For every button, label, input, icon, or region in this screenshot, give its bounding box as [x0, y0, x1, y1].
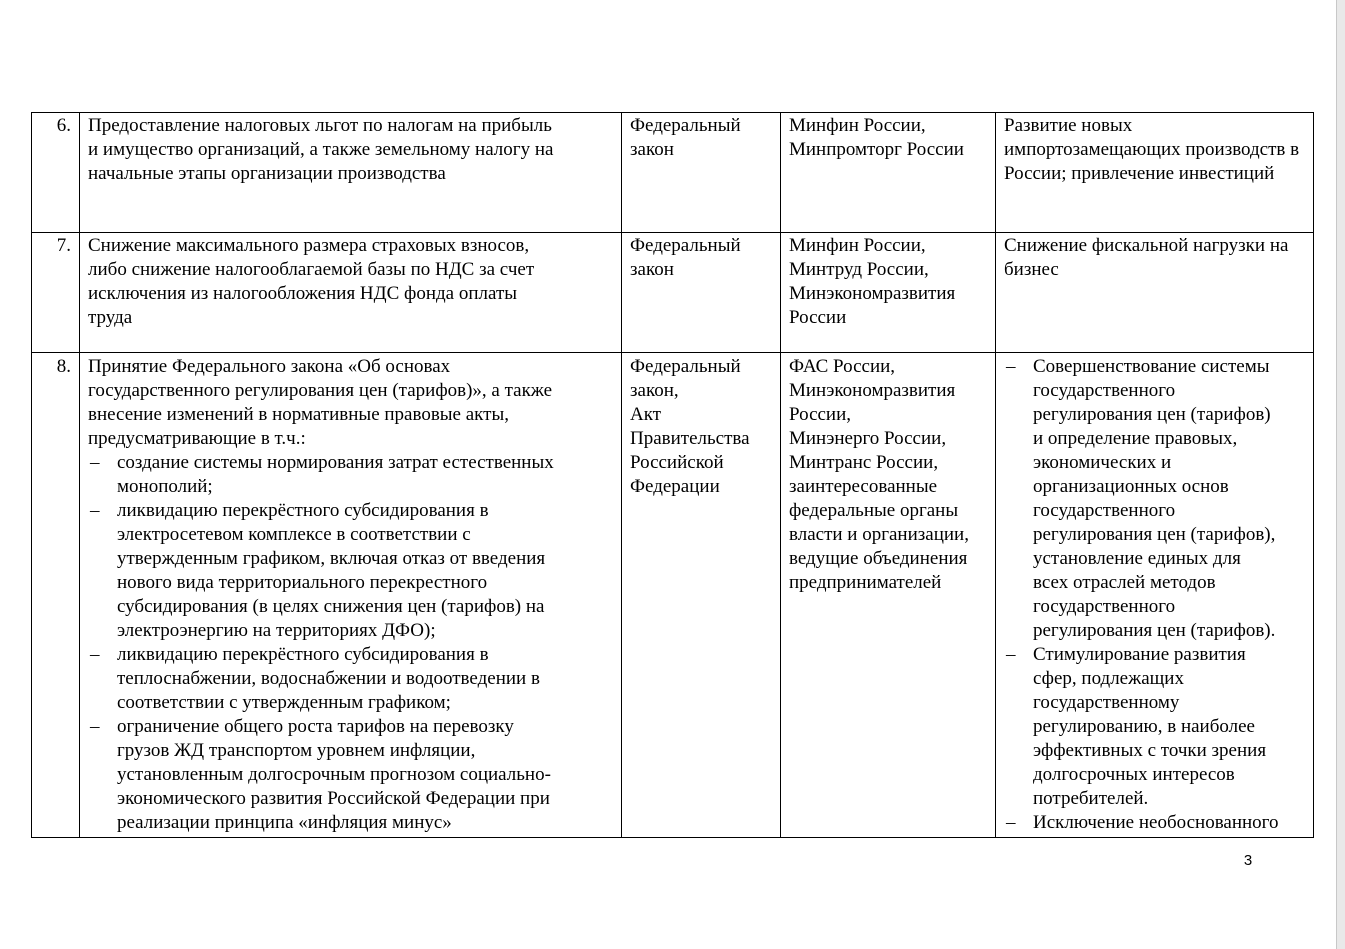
text-line: государственного регулирования цен (тарифов)», а также — [88, 380, 553, 401]
measures-table — [31, 112, 1314, 838]
row-number: 8. — [32, 353, 80, 838]
row-number: 6. — [32, 113, 80, 233]
measure-intro — [88, 355, 613, 451]
bullet-dash: – — [90, 452, 100, 473]
text-line: труда — [88, 307, 133, 328]
responsible-agencies: ФАС России, Минэкономразвития России, Минэнерго России, Минтранс России, заинтересованные федеральные органы власти и организации, ведущие объединения предпринимателей — [781, 353, 996, 838]
text-line: либо снижение налогооблагаемой базы по НДС за счет — [88, 259, 535, 280]
table-row — [32, 113, 1314, 233]
row-number: 7. — [32, 233, 80, 353]
bullet-dash: – — [90, 716, 100, 737]
accessible-text — [0, 0, 1, 1]
text-line: и имущество организаций, а также земельному налогу на — [88, 139, 554, 160]
list-item: – создание системы нормирования затрат естественных монополий; — [90, 452, 554, 497]
page-number: 3 — [1243, 852, 1253, 869]
measure-items-list — [88, 451, 613, 835]
expected-result: Развитие новых импортозамещающих производств в России; привлечение инвестиций — [996, 113, 1314, 233]
bullet-dash: – — [90, 500, 100, 521]
bullet-dash: – — [90, 644, 100, 665]
list-item: – Стимулирование развития сфер, подлежащих государственному регулированию, в наиболее эффективных с точки зрения долгосрочных интересов потребителей. — [1006, 644, 1267, 809]
document-type: Федеральный закон — [622, 113, 781, 233]
bullet-dash: – — [1006, 644, 1016, 665]
list-item: – Исключение необоснованного — [1006, 812, 1279, 833]
list-item: – ограничение общего роста тарифов на перевозку грузов ЖД транспортом уровнем инфляции, установленным долгосрочным прогнозом социально- экономического развития Российской Федерации при реализации принципа «инфляция минус» — [90, 716, 551, 833]
document-type: Федеральный закон — [622, 233, 781, 353]
text-line: Принятие Федерального закона «Об основах — [88, 356, 451, 377]
list-item: – Совершенствование системы государственного регулирования цен (тарифов) и определение правовых, экономических и организационных основ государственного регулирования цен (тарифов), установление единых для всех отраслей методов государственного регулирования цен (тарифов). — [1006, 356, 1276, 641]
table-row — [32, 233, 1314, 353]
text-line: Предоставление налоговых льгот по налогам на прибыль — [88, 115, 552, 136]
result-items-list — [1004, 355, 1305, 835]
text-line: начальные этапы организации производства — [88, 163, 446, 184]
measure-description — [80, 233, 622, 353]
table-row — [32, 353, 1314, 838]
responsible-agencies: Минфин России, Минтруд России, Минэкономразвития России — [781, 233, 996, 353]
page-right-edge — [1336, 0, 1345, 949]
expected-result — [996, 353, 1314, 838]
responsible-agencies: Минфин России, Минпромторг России — [781, 113, 996, 233]
list-item: – ликвидацию перекрёстного субсидирования в теплоснабжении, водоснабжении и водоотведении в соответствии с утвержденным графиком; — [90, 644, 540, 713]
list-item: – ликвидацию перекрёстного субсидирования в электросетевом комплексе в соответствии с утвержденным графиком, включая отказ от введения нового вида территориального перекрестного субсидирования (в целях снижения цен (тарифов) на электроэнергию на территориях ДФО); — [90, 500, 546, 641]
text-line: внесение изменений в нормативные правовые акты, — [88, 404, 509, 425]
measure-description — [80, 113, 622, 233]
text-line: исключения из налогообложения НДС фонда оплаты — [88, 283, 518, 304]
bullet-dash: – — [1006, 356, 1016, 377]
document-type: Федеральный закон, Акт Правительства Российской Федерации — [622, 353, 781, 838]
expected-result: Снижение фискальной нагрузки на бизнес — [996, 233, 1314, 353]
bullet-dash: – — [1006, 812, 1016, 833]
text-line: Снижение максимального размера страховых взносов, — [88, 235, 530, 256]
measure-description — [80, 353, 622, 838]
text-line: предусматривающие в т.ч.: — [88, 428, 306, 449]
